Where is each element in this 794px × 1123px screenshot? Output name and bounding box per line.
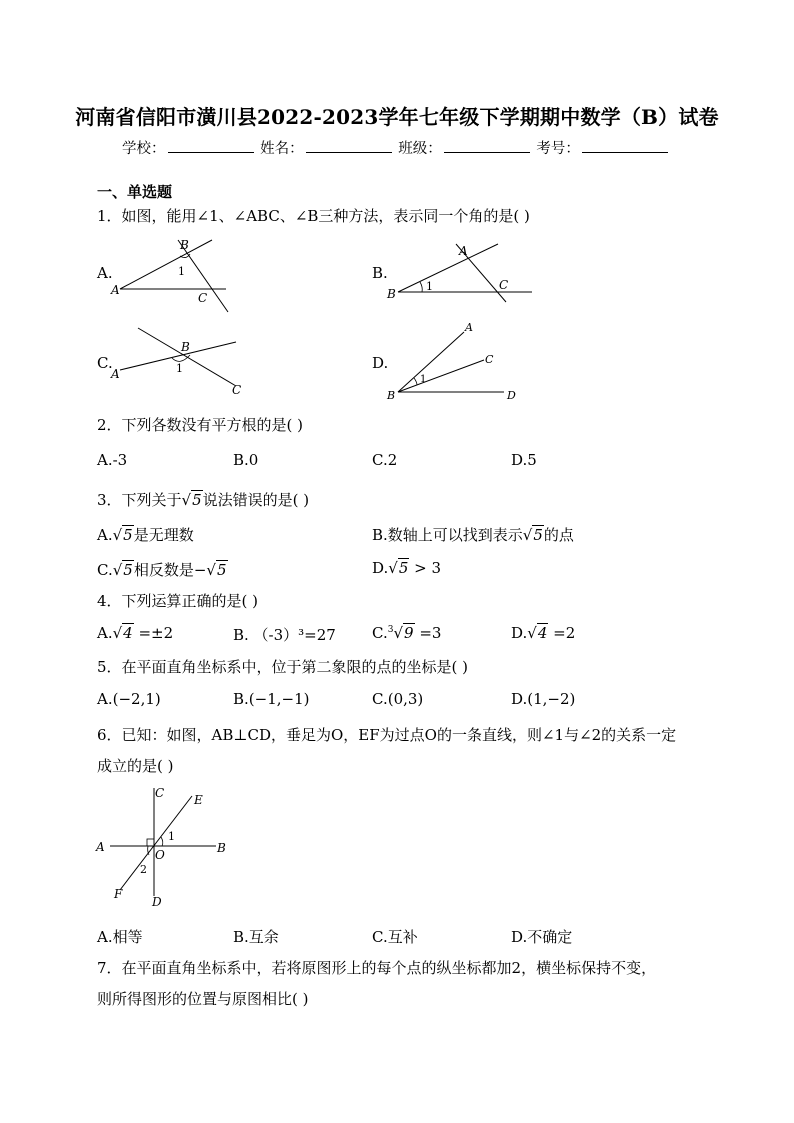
q6-label-a: A (96, 840, 105, 854)
q5-option-b: B.(−1,−1) (233, 690, 310, 708)
q6-label-b: B (217, 841, 226, 855)
q1b-label-a: A (459, 244, 468, 258)
page-title: 河南省信阳市潢川县2022-2023学年七年级下学期期中数学（B）试卷 (75, 105, 719, 129)
q1c-label-b: B (181, 340, 190, 354)
question-6-stem-line1: 6．已知：如图，AB⊥CD，垂足为O，EF为过点O的一条直线，则∠1与∠2的关系一定 (97, 726, 677, 744)
q1-figure-b (384, 238, 534, 303)
q2-option-c: C.2 (372, 451, 398, 469)
q1b-label-b: B (387, 287, 396, 301)
q1d-label-1: 1 (420, 374, 427, 385)
q1-figure-d (384, 318, 524, 404)
question-3-stem (97, 489, 309, 510)
q1-option-a-label: A. (97, 264, 113, 282)
class-blank[interactable] (444, 140, 530, 153)
q1a-label-a: A (111, 283, 120, 297)
question-7-stem-line2: 则所得图形的位置与原图相比( ) (97, 990, 309, 1008)
q3b-prefix: B.数轴上可以找到表示 (372, 526, 523, 544)
number-label: 考号： (536, 141, 580, 157)
q4d-prefix: D. (511, 624, 528, 642)
school-blank[interactable] (168, 140, 254, 153)
q3-option-b: B.数轴上可以找到表示√5的点 (372, 526, 574, 544)
q4-option-b: B. （-3）³=27 (233, 626, 336, 644)
q1a-label-1: 1 (178, 265, 185, 278)
q1d-label-d: D (507, 389, 516, 402)
class-label: 班级： (398, 141, 442, 157)
q1c-label-c: C (232, 383, 242, 397)
q6-option-b: B.互余 (233, 928, 279, 946)
q1b-label-1: 1 (426, 280, 433, 293)
question-2-stem: 2．下列各数没有平方根的是( ) (97, 416, 304, 434)
q3-option-d: D.√5 > 3 (372, 559, 442, 577)
question-6-stem-line2: 成立的是( ) (97, 757, 174, 775)
q1c-label-a: A (111, 367, 120, 381)
q3c-radicand: 5 (123, 561, 133, 579)
q3-radicand: 5 (192, 491, 202, 509)
q1a-label-c: C (198, 291, 208, 305)
school-label: 学校： (122, 141, 166, 157)
q6-label-1: 1 (168, 830, 175, 843)
section-heading: 一、单选题 (97, 183, 173, 201)
q5-option-a: A.(−2,1) (97, 690, 161, 708)
q6-label-d: D (152, 895, 162, 909)
q3b-radicand: 5 (533, 526, 543, 544)
question-4-stem: 4．下列运算正确的是( ) (97, 592, 259, 610)
q3a-text: 是无理数 (133, 526, 194, 544)
q2-option-a: A.-3 (97, 451, 128, 469)
q2-option-d: D.5 (511, 451, 537, 469)
q4c-radicand: 9 (404, 624, 414, 642)
student-info-line (122, 137, 670, 158)
question-1-stem: 1．如图，能用∠1、∠ABC、∠B三种方法，表示同一个角的是( ) (97, 207, 530, 225)
q3-sqrt: √5 (181, 491, 202, 509)
q4a-radicand: 4 (123, 624, 133, 642)
q4-option-a: A.√4 =±2 (97, 624, 174, 642)
q3-option-c: C.√5相反数是−√5 (97, 561, 227, 579)
q4a-text: =±2 (133, 624, 174, 642)
q1-figure-a (108, 230, 238, 320)
q6-label-f: F (114, 887, 123, 901)
q6-option-a: A.相等 (97, 928, 143, 946)
q1-option-c-label: C. (97, 354, 113, 372)
q4c-prefix: C. (372, 624, 388, 642)
q1c-label-1: 1 (176, 362, 183, 375)
q1d-label-a: A (465, 321, 473, 334)
q1d-label-b: B (387, 389, 396, 402)
q3-stem-post: 说法错误的是( ) (202, 491, 310, 509)
q6-label-e: E (194, 793, 203, 807)
q5-option-d: D.(1,−2) (511, 690, 576, 708)
q3b-text: 的点 (543, 526, 574, 544)
q3c-prefix: C. (97, 561, 113, 579)
q3d-prefix: D. (372, 559, 389, 577)
q6-label-o: O (155, 848, 165, 862)
q5-option-c: C.(0,3) (372, 690, 424, 708)
q6-option-c: C.互补 (372, 928, 418, 946)
number-blank[interactable] (582, 140, 668, 153)
q3a-radicand: 5 (123, 526, 133, 544)
name-blank[interactable] (306, 140, 392, 153)
q1d-label-c: C (485, 353, 494, 366)
q3d-radicand: 5 (398, 559, 409, 577)
q1-figure-c (108, 322, 243, 397)
q4c-root-index: 3 (387, 625, 394, 635)
name-label: 姓名： (260, 141, 304, 157)
q2-option-b: B.0 (233, 451, 259, 469)
question-5-stem: 5．在平面直角坐标系中，位于第二象限的点的坐标是( ) (97, 658, 469, 676)
q6-figure (92, 782, 237, 912)
q4d-text: =2 (548, 624, 576, 642)
q4-option-c: C.$^3$√9 =3 (372, 624, 442, 642)
q1-option-b-label: B. (372, 264, 388, 282)
q1b-label-c: C (499, 278, 509, 292)
q4a-prefix: A. (97, 624, 113, 642)
q3d-text: > 3 (409, 559, 442, 577)
q6-option-d: D.不确定 (511, 928, 573, 946)
q1-option-d-label: D. (372, 354, 389, 372)
q4c-text: =3 (414, 624, 442, 642)
q1a-label-b: B (180, 238, 189, 252)
q6-label-2: 2 (140, 863, 147, 876)
question-7-stem-line1: 7．在平面直角坐标系中，若将原图形上的每个点的纵坐标都加2，横坐标保持不变， (97, 959, 657, 977)
q3-stem-pre: 3．下列关于 (97, 491, 182, 509)
q4d-radicand: 4 (537, 624, 548, 642)
q6-label-c: C (155, 786, 165, 800)
q3a-prefix: A. (97, 526, 113, 544)
q3-option-a: A.√5是无理数 (97, 526, 194, 544)
q3c-text: 相反数是− (133, 561, 207, 579)
q3c-radicand-2: 5 (216, 561, 227, 579)
q4-option-d: D.√4 =2 (511, 624, 576, 642)
